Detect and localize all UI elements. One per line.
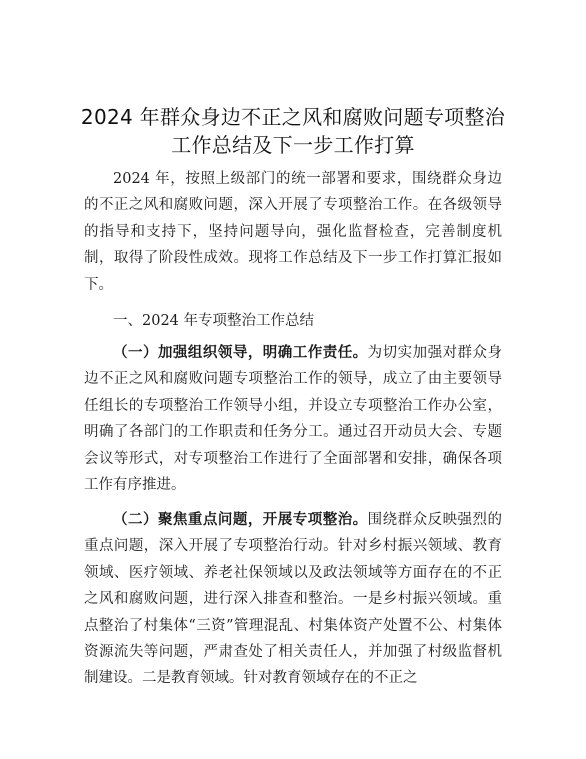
intro-paragraph: 2024 年，按照上级部门的统一部署和要求，围绕群众身边的不正之风和腐败问题，深入开展了专项整治工作。在各级领导的指导和支持下，坚持问题导向，强化监督检查，完善制度机制，取得了阶段性成效。现将工作总结及下一步工作打算汇报如下。: [84, 171, 502, 293]
paragraph-lead: （一）加强组织领导，明确工作责任。: [113, 344, 368, 361]
document-title-line-2: 工作总结及下一步工作打算: [171, 133, 415, 157]
document-title-line-1: 2024 年群众身边不正之风和腐败问题专项整治: [80, 105, 506, 129]
paragraph-body: 为切实加强对群众身边不正之风和腐败问题专项整治工作的领导，成立了由主要领导任组长的专项整治工作领导小组，并设立专项整治工作办公室，明确了各部门的工作职责和任务分工。通过召开动员大会、专题会议等形式，对专项整治工作进行了全面部署和安排，确保各项工作有序推进。: [84, 345, 503, 494]
paragraph-key-issues: [84, 507, 502, 692]
paragraph-organization: [84, 340, 502, 498]
paragraph-lead: （二）聚焦重点问题，开展专项整治。: [113, 511, 368, 528]
section-heading: 一、2024 年专项整治工作总结: [113, 313, 315, 329]
paragraph-body: 围绕群众反映强烈的重点问题，深入开展了专项整治行动。针对乡村振兴领域、教育领域、医疗领域、养老社保领域以及政法领域等方面存在的不正之风和腐败问题，进行深入排查和整治。一是乡村振兴领域。重点整治了村集体“三资”管理混乱、村集体资产处置不公、村集体资源流失等问题，严肃查处了相关责任人，并加强了村级监督机制建设。二是教育领域。针对教育领域存在的不正之: [84, 512, 503, 687]
